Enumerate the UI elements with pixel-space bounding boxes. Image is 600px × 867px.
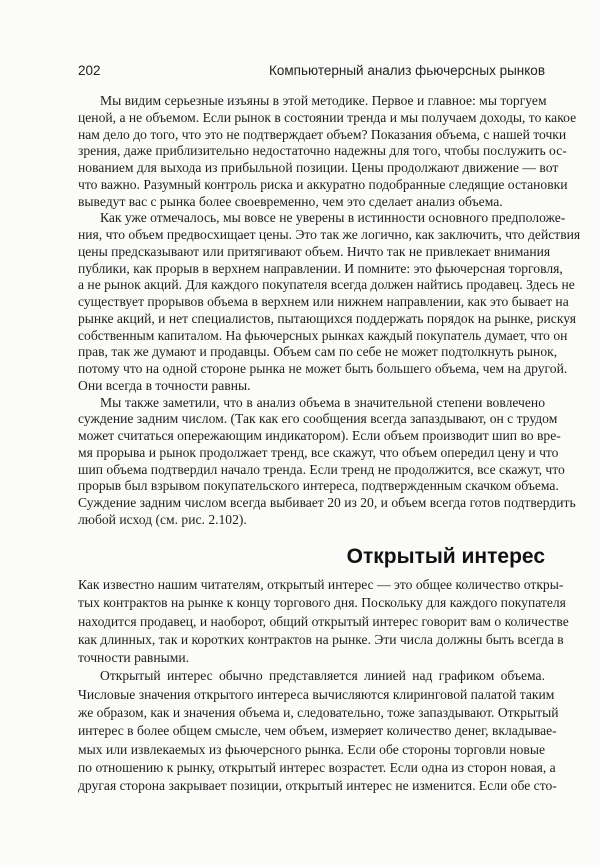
text-line: а не рынок акций. Для каждого покупателя всегда должен найтись продавец. Здесь не xyxy=(78,277,575,293)
text-line: прорыв был взрывом покупательского интереса, подтвержденным скачком объема. xyxy=(78,478,559,494)
paragraph xyxy=(78,394,576,529)
text-line: что важно. Разумный контроль риска и аккуратно подобранные следящие остановки xyxy=(78,176,568,192)
text-line: другая сторона закрывает позиции, открытый интерес не изменится. Если обе сто- xyxy=(78,778,557,794)
text-line: мых или извлекаемых из фьючерсного рынка. Если обе стороны торговли новые xyxy=(78,741,545,757)
text-line: Мы также заметили, что в анализ объема в значительной степени вовлечено xyxy=(100,394,545,410)
text-line: Числовые значения открытого интереса вычисляются клиринговой палатой таким xyxy=(78,686,555,702)
body-text-upper xyxy=(78,93,581,529)
text-line: цены предсказывают или притягивают объем. Ничто так не привлекает внимания xyxy=(78,243,551,259)
body-text-lower xyxy=(78,576,569,796)
text-line: Как известно нашим читателям, открытый интерес — это общее количество откры- xyxy=(78,577,564,592)
section-heading: Открытый интерес xyxy=(346,545,545,568)
text-line: прав, так же думают и продавцы. Объем сам по себе не может подтолкнуть рынок, xyxy=(78,344,558,360)
running-title: Компьютерный анализ фьючерсных рынков xyxy=(269,63,545,78)
paragraph xyxy=(78,576,569,667)
text-line: Открытый интерес обычно представляется линией над графиком объема. xyxy=(100,668,545,684)
text-line: может считаться опережающим индикатором). Если объем производит шип во вре- xyxy=(78,428,561,443)
text-line: выведут вас с рынка более своевременно, чем это сделает анализ объема. xyxy=(78,193,503,209)
text-line: ния, что объем предвосхищает цены. Это так же логично, как заключить, что действия xyxy=(78,227,581,242)
text-line: Они всегда в точности равны. xyxy=(78,377,251,393)
text-line: мя прорыва и рынок продолжает тренд, все скажут, что объем опередил цену и что xyxy=(78,444,559,460)
paragraph xyxy=(78,667,559,795)
text-line: рынке акций, и нет специалистов, пытающихся поддержать порядок на рынке, рискуя xyxy=(78,310,576,326)
text-line: потому что на одной стороне рынка не может быть большего объема, чем на другой. xyxy=(78,361,568,376)
text-line: шип объема подтвердил начало тренда. Если тренд не продолжится, все скажут, что xyxy=(78,461,565,477)
paragraph xyxy=(78,93,577,210)
text-line: как длинных, так и коротких контрактов на рынке. Эти числа должны быть всегда в xyxy=(78,631,564,647)
text-line: суждение задним числом. (Так как его сообщения всегда запаздывают, он с трудом xyxy=(78,411,558,427)
text-line: нованием для выхода из прибыльной позиции. Цены продолжают движение — вот xyxy=(78,160,559,175)
text-line: же образом, как и значения объема и, следовательно, тоже запаздывают. Открытый xyxy=(78,705,559,721)
text-line: любой исход (см. рис. 2.102). xyxy=(78,511,247,527)
running-header xyxy=(78,63,545,81)
text-line: ценой, а не объемом. Если рынок в состоянии тренда и мы получаем доходы, то какое xyxy=(78,109,577,125)
text-line: публики, как прорыв в верхнем направлении. И помните: это фьючерсная торговля, xyxy=(78,260,563,276)
text-line: интерес в более общем смысле, чем объем, измеряет количество денег, вкладывае- xyxy=(78,723,557,739)
paragraph xyxy=(78,210,581,394)
text-line: тых контрактов на рынке к концу торгового дня. Поскольку для каждого покупателя xyxy=(78,595,566,611)
text-line: Как уже отмечалось, мы вовсе не уверены в истинности основного предположе- xyxy=(100,210,566,226)
page-number: 202 xyxy=(78,63,101,78)
text-line: точности равными. xyxy=(78,650,190,666)
text-line: находится продавец, и наоборот, общий открытый интерес говорит вам о количестве xyxy=(78,613,569,629)
text-line: собственным капиталом. На фьючерсных рынках каждый покупатель думает, что он xyxy=(78,327,568,343)
text-line: Суждение задним числом всегда выбивает 20 из 20, и объем всегда готов подтвердить xyxy=(78,495,576,510)
text-line: Мы видим серьезные изъяны в этой методике. Первое и главное: мы торгуем xyxy=(100,93,547,108)
text-line: существует прорывов объема в верхнем или нижнем направлении, как это бывает на xyxy=(78,294,569,309)
text-line: зрения, даже приблизительно недостаточно надежны для того, чтобы послужить ос- xyxy=(78,143,567,159)
text-line: по отношению к рынку, открытый интерес возрастет. Если одна из сторон новая, а xyxy=(78,759,556,775)
text-line: нам дело до того, что это не подтверждает объем? Показания объема, с нашей точки xyxy=(78,126,567,142)
